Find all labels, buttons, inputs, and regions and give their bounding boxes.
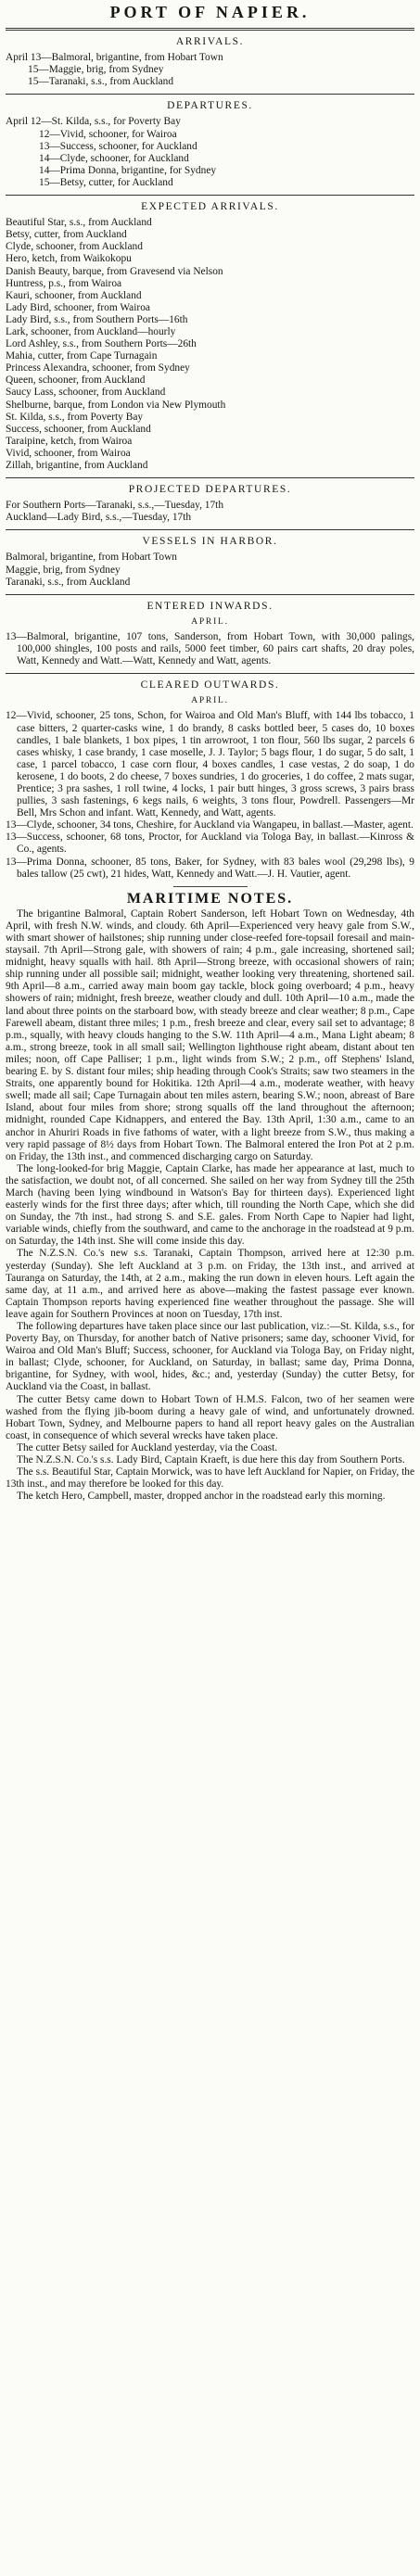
list-item: Huntress, p.s., from Wairoa xyxy=(6,277,122,289)
arrivals-section xyxy=(6,36,414,88)
entered-inwards-heading: ENTERED INWARDS. xyxy=(146,600,274,612)
list-item: For Southern Ports—Taranaki, s.s.,—Tuesday, 17th xyxy=(6,500,224,512)
masthead-rule xyxy=(6,28,414,31)
list-item: 12—Vivid, schooner, for Wairoa xyxy=(39,128,177,140)
article-paragraph: The ketch Hero, Campbell, master, dropped anchor in the roadstead early this morning. xyxy=(17,1491,386,1503)
list-item: Clyde, schooner, from Auckland xyxy=(6,241,143,253)
entered-inwards-month: APRIL. xyxy=(191,616,229,627)
cleared-outwards-section xyxy=(6,679,414,881)
list-item: Saucy Lass, schooner, from Auckland xyxy=(6,387,166,399)
departures-list xyxy=(6,116,414,189)
list-item: April 12—St. Kilda, s.s., for Poverty Bay xyxy=(6,116,181,128)
list-item: Betsy, cutter, from Auckland xyxy=(6,229,127,241)
section-divider xyxy=(6,94,414,95)
list-item: 13—Success, schooner, for Auckland xyxy=(39,140,197,152)
list-item: 13—Success, schooner, 68 tons, Proctor, for Auckland via Tologa Bay, in ballast.—Kinross & Co., agents. xyxy=(6,831,414,856)
arrivals-heading: ARRIVALS. xyxy=(175,36,245,47)
cleared-outwards-month: APRIL. xyxy=(191,696,229,706)
article-paragraph: The cutter Betsy sailed for Auckland yesterday, via the Coast. xyxy=(17,1441,278,1453)
expected-arrivals-heading: EXPECTED ARRIVALS. xyxy=(141,201,279,213)
departures-heading: DEPARTURES. xyxy=(167,100,253,112)
section-divider xyxy=(6,594,414,595)
list-item: Hero, ketch, from Waikokopu xyxy=(6,253,132,265)
list-item: Auckland—Lady Bird, s.s.,—Tuesday, 17th xyxy=(6,512,192,524)
list-item: 13—Balmoral, brigantine, 107 tons, Sanderson, from Hobart Town, with 30,000 palings, 100,000 shingles, 100 posts and rails, 5000 feet timber, 60 pairs cart shafts, 20 dray poles, Watt, Kennedy and Watt.—Watt, Kennedy and Watt, agents. xyxy=(6,630,414,667)
list-item: Lord Ashley, s.s., from Southern Ports—26th xyxy=(6,338,197,350)
list-item: Princess Alexandra, schooner, from Sydney xyxy=(6,362,190,374)
list-item: Vivid, schooner, from Wairoa xyxy=(6,447,131,459)
list-item: Mahia, cutter, from Cape Turnagain xyxy=(6,350,158,362)
list-item: Maggie, brig, from Sydney xyxy=(6,564,121,576)
list-item: Success, schooner, from Auckland xyxy=(6,423,151,435)
section-divider xyxy=(6,195,414,196)
vessels-in-harbor-section xyxy=(6,536,414,588)
departures-section xyxy=(6,100,414,189)
article-paragraph: The N.Z.S.N. Co.'s s.s. Lady Bird, Captain Kraeft, is due here this day from Southern Ports. xyxy=(17,1454,405,1466)
section-divider xyxy=(6,477,414,478)
list-item: Queen, schooner, from Auckland xyxy=(6,374,146,387)
expected-arrivals-section xyxy=(6,201,414,472)
list-item: 15—Taranaki, s.s., from Auckland xyxy=(28,76,174,88)
list-item: 15—Maggie, brig, from Sydney xyxy=(28,64,164,76)
cleared-outwards-heading: CLEARED OUTWARDS. xyxy=(140,679,280,692)
maritime-notes-section xyxy=(6,890,414,1504)
arrivals-list xyxy=(6,52,414,88)
list-item: Zillah, brigantine, from Auckland xyxy=(6,460,148,471)
list-item: Shelburne, barque, from London via New Plymouth xyxy=(6,399,226,411)
list-item: 12—Vivid, schooner, 25 tons, Schon, for Wairoa and Old Man's Bluff, with 144 lbs tobacco, 1 case bitters, 2 quarter-casks wine, 1 do brandy, 8 casks bottled beer, 5 cases do, 10 boxes candles, 1 bale blankets, 1 box pipes, 1 tin arrowroot, 1 ton flour, 560 lbs sugar, 2 parcels 6 cases whisky, 1 case brandy, 1 case moselle, J. J. Taylor; 5 bags flour, 1 do sugar, 5 do salt, 1 case, 1 parcel tobacco, 1 case corn flour, 4 boxes candles, 1 case vestas, 2 do soap, 1 do kerosene, 1 do boots, 2 do cheese, 7 boxes sundries, 1 do groceries, 1 do coffee, 2 mats sugar, Prentice; 3 pra sashes, 1 roll twine, 4 locks, 1 pair butt hinges, 3 gross screws, 3 pairs brass pullies, 3 sash fastenings, 6 kegs nails, 6 weights, 3 tons flour, Powdrell. Passengers—Mr Bell, Mrs Schon and infant. Watt, Kennedy, and Watt, agents. xyxy=(6,710,414,819)
list-item: 14—Clyde, schooner, for Auckland xyxy=(39,152,189,164)
list-item: 14—Prima Donna, brigantine, for Sydney xyxy=(39,164,217,176)
projected-departures-list xyxy=(6,500,414,524)
list-item: 13—Prima Donna, schooner, 85 tons, Baker, for Sydney, with 83 bales wool (29,298 lbs), 9 bales tallow (25 cwt), 21 hides, Watt, Kennedy and Watt.—J. H. Vautier, agent. xyxy=(6,856,414,880)
list-item: Taraipine, ketch, from Wairoa xyxy=(6,435,133,447)
projected-departures-section xyxy=(6,484,414,524)
list-item: Kauri, schooner, from Auckland xyxy=(6,289,142,301)
article-paragraph: The cutter Betsy came down to Hobart Town of H.M.S. Falcon, two of her seamen were washed from the flying jib-boom during a heavy gale of wind, and unfortunately drowned. Hobart Town, Sydney, and Melbourne papers to hand all report heavy gales on the Australian coast, in consequence of which several wrecks have taken place. xyxy=(6,1393,414,1441)
list-item: Beautiful Star, s.s., from Auckland xyxy=(6,217,152,229)
article-paragraph: The N.Z.S.N. Co.'s new s.s. Taranaki, Captain Thompson, arrived here at 12:30 p.m. yesterday (Sunday). She left Auckland at 3 p.m. on Friday, the 13th inst., and arrived at Tauranga on Saturday, the 14th, at 2 a.m., making the run down in eleven hours. Left again the same day, at 11 a.m., and arrived here as above—making the fastest passage ever known. Captain Thompson reports having experienced fine weather throughout the passage. She will leave again for Southern Provinces at noon on Tuesday, 17th inst. xyxy=(6,1248,414,1320)
list-item: Lady Bird, schooner, from Wairoa xyxy=(6,301,150,313)
list-item: Taranaki, s.s., from Auckland xyxy=(6,576,131,588)
expected-arrivals-list xyxy=(6,217,414,472)
list-item: Balmoral, brigantine, from Hobart Town xyxy=(6,552,177,564)
list-item: Lark, schooner, from Auckland—hourly xyxy=(6,325,176,337)
list-item: St. Kilda, s.s., from Poverty Bay xyxy=(6,411,144,423)
vessels-in-harbor-list xyxy=(6,552,414,588)
article-paragraph: The long-looked-for brig Maggie, Captain Clarke, has made her appearance at last, much to the satisfaction, we doubt not, of all concerned. She sailed on her way from Sydney till the 25th March (having been lying windbound in Watson's Bay for thirteen days). Experienced light easterly winds for the first three days; after which, till rounding the North Cape, which she did on Sunday, the 7th inst., had strong S. and S.E. gales. From North Cape to Napier had light, variable winds, chiefly from the southward, and came to the anchorage in the roadstead at 9 p.m. on Saturday, the 14th inst. She will come inside this day. xyxy=(6,1162,414,1248)
article-paragraph: The brigantine Balmoral, Captain Robert Sanderson, left Hobart Town on Wednesday, 4th April, with fresh N.W. winds, and cloudy. 6th April—Experienced very heavy gale from S.W., with smart shower of hailstones; ship running under close-reefed fore-topsail foresail and main-staysail. 7th April—Strong gale, with showers of rain; 4 p.m., gale increasing, shortened sail; midnight, heavy squalls with hail. 8th April—Strong breeze, with occasional showers of rain; ship running under all possible sail; midnight, weather looking very threatening, shortened sail. 9th April—8 a.m., carried away main boom gay tackle, block going overboard; 4 p.m., heavy showers of rain; midnight, fresh breeze, weather cloudy and dull. 10th April—10 a.m., made the land about three points on the starboard bow, with steady breeze and clear weather; 8 p.m., Cape Farewell abeam, distant three miles; 1 p.m., fresh breeze and clear, every sail set to advantage; 8 p.m., squally, with heavy clouds hanging to the S.W. 11th April—4 a.m., Mana Light abeam; 8 a.m., strong breeze, took in all small sail; Wellington lighthouse right abeam, distant about ten miles; noon, off Cape Palliser; 1 p.m., light winds from S.W.; 2 p.m., off Stephens' Island, bearing E. by S. distant four miles; ship heading through Cook's Straits; saw two steamers in the Straits, one apparently bound for Hokitika. 12th April—4 a.m., moderate weather, with heavy swell; made all sail; Cape Turnagain about ten miles astern, bearing S.W.; noon, abreast of Bare Island, about four miles from shore; strong squalls off the land throughout the afternoon; midnight, rounded Cape Kidnappers, and entered the Bay. 13th April, 1:30 a.m., came to an anchor in Ahuriri Roads in five fathoms of water, with a light breeze from S.W., thus making a very rapid passage of 8½ days from Hobart Town. The Balmoral entered the Iron Pot at 2 p.m. on Friday, the 13th inst., and commenced discharging cargo on Saturday. xyxy=(6,907,414,1162)
section-divider xyxy=(173,886,248,887)
maritime-notes-heading: MARITIME NOTES. xyxy=(126,890,294,907)
entered-inwards-section xyxy=(6,601,414,667)
section-divider xyxy=(6,673,414,674)
list-item: April 13—Balmoral, brigantine, from Hobart Town xyxy=(6,52,223,64)
section-divider xyxy=(6,529,414,530)
list-item: 15—Betsy, cutter, for Auckland xyxy=(39,176,173,188)
article-paragraph: The s.s. Beautiful Star, Captain Morwick, was to have left Auckland for Napier, on Friday, the 13th inst., and may therefore be looked for this day. xyxy=(6,1466,414,1491)
list-item: 13—Clyde, schooner, 34 tons, Cheshire, for Auckland via Wangapeu, in ballast.—Master, agent. xyxy=(6,819,414,831)
vessels-in-harbor-heading: VESSELS IN HARBOR. xyxy=(142,536,278,548)
masthead-title: PORT OF NAPIER. xyxy=(109,3,311,21)
projected-departures-heading: PROJECTED DEPARTURES. xyxy=(128,484,292,496)
list-item: Lady Bird, s.s., from Southern Ports—16th xyxy=(6,313,188,325)
newspaper-column xyxy=(6,0,414,1503)
list-item: Danish Beauty, barque, from Gravesend via Nelson xyxy=(6,265,223,277)
article-paragraph: The following departures have taken place since our last publication, viz.:—St. Kilda, s.s., for Poverty Bay, on Thursday, for another batch of Native prisoners; same day, schooner Vivid, for Wairoa and Old Man's Bluff; Success, schooner, for Auckland via Tologa Bay, on Friday night, in ballast; Clyde, schooner, for Auckland, on Saturday, in ballast; same day, Prima Donna, brigantine, for Sydney, with wool, hides, &c.; and, yesterday (Sunday) the cutter Betsy, for Auckland via the Coast, in ballast. xyxy=(6,1321,414,1393)
